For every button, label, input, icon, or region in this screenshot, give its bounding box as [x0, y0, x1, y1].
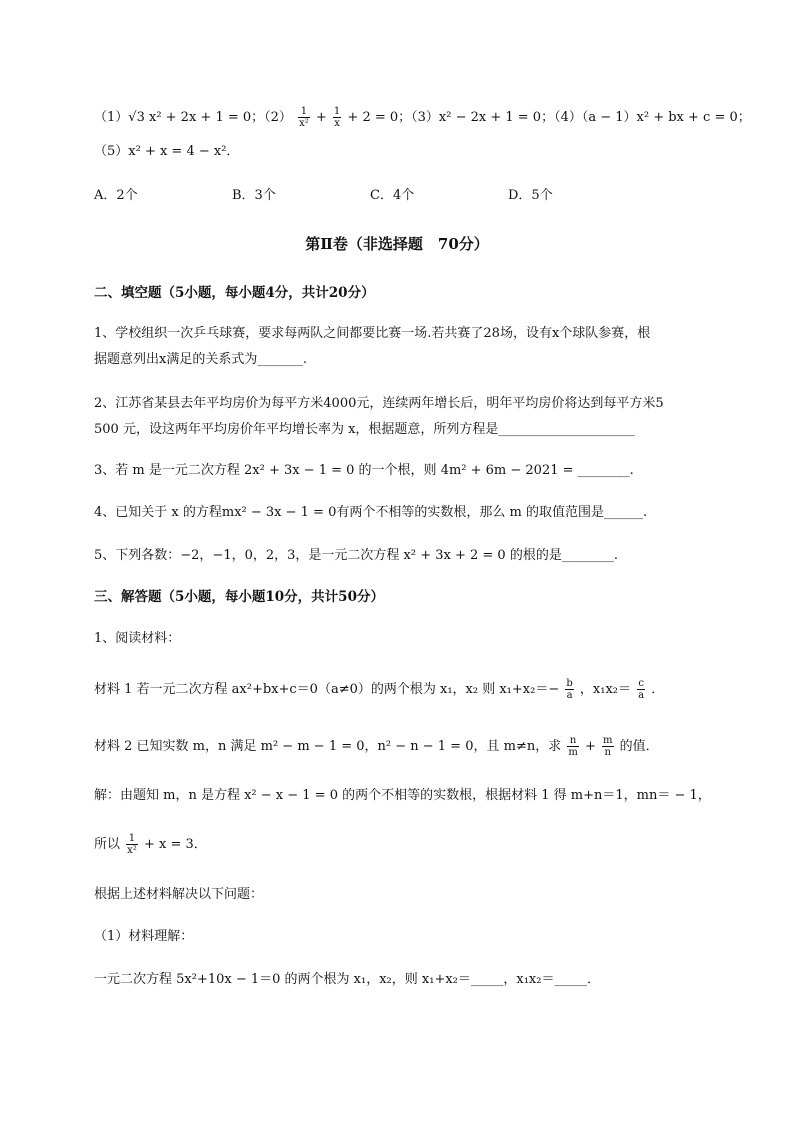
material-2: [94, 735, 659, 758]
solution-line-2-text-a: 所以: [94, 837, 121, 852]
fill-q3: 3、若 m 是一元二次方程 2x² + 3x − 1 = 0 的一个根，则 4m² + 6m − 2021 = ________.: [94, 463, 634, 478]
fraction-denominator: n: [604, 747, 611, 758]
sqrt-3-symbol: √3: [128, 110, 145, 125]
solve-q1-intro: 1、阅读材料：: [94, 631, 181, 646]
option-c: C．4个: [370, 188, 415, 203]
fill-q2-line-2: 500 元，设这两年平均房价年平均增长率为 x，根据题意，所列方程是_____________________: [94, 422, 635, 437]
fraction-c-over-a: [637, 678, 645, 701]
fraction-numerator: c: [638, 678, 644, 689]
option-d: D．5个: [508, 188, 553, 203]
fraction-1-over-x-squared: [126, 833, 138, 856]
material-1-text-c: ．: [651, 682, 665, 697]
fraction-numerator: 1: [298, 106, 310, 118]
fraction-numerator: 1: [333, 106, 341, 117]
fill-q4: 4、已知关于 x 的方程mx² − 3x − 1 = 0有两个不相等的实数根，那么 m 的取值范围是______.: [94, 505, 648, 520]
items-2-to-4-text: + 2 = 0；（3）x² − 2x + 1 = 0；（4）（a − 1）x² + bx + c = 0；: [347, 110, 751, 125]
fill-blank-section-heading: 二、填空题（5小题，每小题4分，共计20分）: [94, 285, 375, 301]
fraction-n-over-m: [567, 735, 578, 758]
fraction-denominator: x: [334, 118, 340, 129]
fill-q1-line-1: 1、学校组织一次乒乓球赛，要求每两队之间都要比赛一场.若共赛了28场，设有x个球队参赛，根: [94, 326, 651, 341]
question-items-line-1: [94, 106, 751, 129]
solution-line-2-text-b: + x = 3．: [143, 837, 207, 852]
fraction-denominator: m: [568, 747, 578, 758]
lead-text: 根据上述材料解决以下问题：: [94, 887, 264, 902]
fraction-denominator: a: [638, 690, 645, 701]
material-1-text-b: ，x₁x₂＝: [579, 682, 632, 697]
fraction-m-over-n: [602, 735, 613, 758]
solution-line-1: 解：由题知 m，n 是方程 x² − x − 1 = 0 的两个不相等的实数根，根据材料 1 得 m+n＝1，mn＝ − 1，: [94, 788, 711, 803]
sub-question-1-label: （1）材料理解：: [94, 929, 194, 944]
part-2-title: 第Ⅱ卷（非选择题 70分）: [305, 235, 489, 253]
solve-section-heading: 三、解答题（5小题，每小题10分，共计50分）: [94, 589, 384, 605]
material-2-text-b: 的值．: [619, 739, 659, 754]
fraction-numerator: 1: [126, 833, 138, 845]
fraction-denominator: x²: [127, 845, 137, 856]
fraction-numerator: n: [567, 735, 578, 747]
material-2-text-a: 材料 2 已知实数 m，n 满足 m² − m − 1 = 0，n² − n − 1 = 0，且 m≠n，求: [94, 739, 562, 754]
question-items-line-2: （5）x² + x = 4 − x²．: [94, 144, 240, 159]
plus-sign: +: [315, 110, 327, 125]
fraction-b-over-a: [565, 678, 573, 701]
fill-q1-line-2: 据题意列出x满足的关系式为_______.: [94, 352, 307, 367]
option-b: B．3个: [232, 188, 276, 203]
material-1: [94, 678, 664, 701]
fraction-numerator: m: [603, 735, 613, 746]
fill-q5: 5、下列各数：−2，−1，0，2，3，是一元二次方程 x² + 3x + 2 = 0 的根的是________.: [94, 548, 618, 563]
fraction-1-over-x-squared: [298, 106, 310, 129]
material-1-text-a: 材料 1 若一元二次方程 ax²+bx+c＝0（a≠0）的两个根为 x₁，x₂ 则 x₁+x₂＝−: [94, 682, 560, 697]
plus-sign: +: [584, 739, 596, 754]
fraction-numerator: b: [566, 678, 573, 689]
fill-q2-line-1: 2、江苏省某县去年平均房价为每平方米4000元，连续两年增长后，明年平均房价将达到每平方米5: [94, 396, 664, 411]
item-1-equation-rest: x² + 2x + 1 = 0；（2）: [148, 110, 292, 125]
solution-line-2: [94, 833, 207, 856]
fraction-1-over-x: [333, 106, 341, 129]
sub-question-1-text: 一元二次方程 5x²+10x − 1＝0 的两个根为 x₁，x₂，则 x₁+x₂＝_____，x₁x₂＝_____．: [94, 972, 600, 987]
option-a: A．2个: [94, 188, 138, 203]
item-1-label: （1）: [94, 110, 129, 125]
fraction-denominator: a: [566, 690, 573, 701]
fraction-denominator: x²: [299, 118, 309, 129]
